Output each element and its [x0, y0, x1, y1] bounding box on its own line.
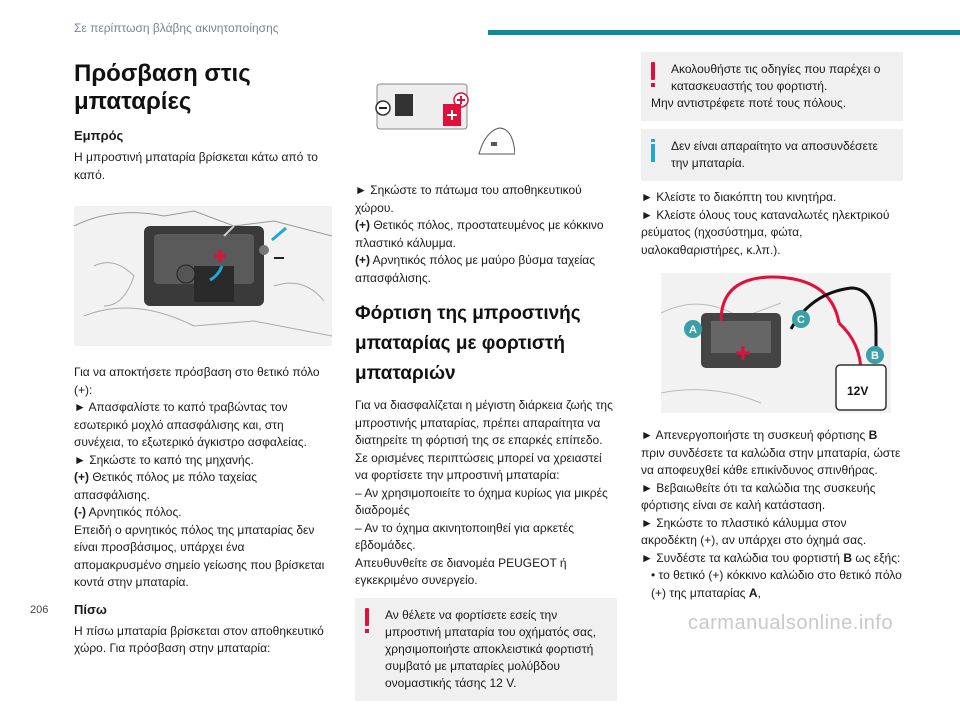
step: ► Κλείστε το διακόπτη του κινητήρα. — [641, 190, 837, 204]
terminal-positive — [355, 217, 617, 252]
warning-icon — [365, 608, 369, 626]
info-box — [641, 129, 903, 181]
step — [641, 427, 903, 480]
text: Θετικός πόλος με πόλο ταχείας απασφάλισης. — [74, 470, 258, 502]
paragraph: Σε ορισμένες περιπτώσεις μπορεί να χρειαστεί να φορτίσετε την μπροστινή μπαταρία: — [355, 450, 602, 482]
rear-text: Η πίσω μπαταρία βρίσκεται στον αποθηκευτικό χώρο. Για πρόσβαση στην μπαταρία: — [74, 623, 324, 655]
paragraph: Επειδή ο αρνητικός πόλος της μπαταρίας δεν είναι προσβάσιμος, υπάρχει ένα απομακρυσμένο σημείο γείωσης που βρίσκεται κοντά στην μπαταρία. — [74, 522, 325, 589]
warning-text: Μην αντιστρέφετε ποτέ τους πόλους. — [651, 96, 847, 110]
front-heading: Εμπρός — [74, 128, 124, 143]
warning-box — [355, 598, 617, 701]
list-item: – Αν το όχημα ακινητοποιηθεί για αρκετές εβδομάδες. — [355, 520, 574, 552]
warning-icon — [651, 62, 655, 80]
column-2 — [355, 52, 617, 709]
rear-heading: Πίσω — [74, 601, 107, 617]
charger-illustration — [661, 273, 891, 413]
section-title: Πρόσβαση στις μπαταρίες — [74, 60, 251, 115]
text: , — [757, 585, 761, 600]
rear-battery-illustration — [355, 74, 515, 164]
front-intro: Η μπροστινή μπαταρία βρίσκεται κάτω από το καπό. — [74, 150, 318, 182]
page-number: 206 — [30, 604, 49, 616]
paragraph: Απευθυνθείτε σε διανομέα PEUGEOT ή εγκεκριμένο συνεργείο. — [355, 555, 567, 587]
step: ► Απασφαλίστε το καπό τραβώντας τον εσωτερικό μοχλό απασφάλισης και, στη συνέχεια, το εξωτερικό άγκιστρο ασφαλείας. — [74, 400, 307, 449]
bold-symbol: (-) — [74, 505, 86, 519]
bold-label: B — [868, 428, 878, 442]
front-battery-illustration — [74, 206, 332, 346]
text: • το θετικό (+) κόκκινο καλώδιο στο θετικό πόλο (+) της μπαταρίας — [651, 568, 902, 600]
bold-symbol: (+) — [355, 253, 370, 267]
section-title: Φόρτιση της μπροστινής μπαταρίας με φορτιστή μπαταριών — [355, 303, 581, 384]
text: Αρνητικός πόλος με μαύρο βύσμα ταχείας απασφάλισης. — [355, 253, 596, 285]
column-3 — [641, 52, 903, 602]
charger-drawing — [661, 273, 891, 413]
list-item: – Αν χρησιμοποιείτε το όχημα κυρίως για μικρές διαδρομές — [355, 485, 608, 517]
watermark: carmanualsonline.info — [688, 612, 894, 634]
warning-text: Ακολουθήστε τις οδηγίες που παρέχει ο κατασκευαστής του φορτιστή. — [671, 62, 881, 93]
text: Αρνητικός πόλος. — [86, 505, 182, 519]
text: πριν συνδέσετε τα καλώδια στην μπαταρία, ώστε να αποφευχθεί κάθε επικίνδυνος σπινθήρας. — [641, 445, 901, 477]
text: ► Απενεργοποιήστε τη συσκευή φόρτισης — [641, 428, 869, 442]
engine-bay-drawing — [74, 206, 332, 346]
sub-step — [641, 567, 903, 602]
text: ως εξής: — [851, 550, 901, 565]
terminal-negative — [74, 504, 332, 522]
warning-text: Αν θέλετε να φορτίσετε εσείς την μπροστινή μπαταρία του οχήματός σας, χρησιμοποιήστε αποκλειστικά φορτιστή συμβατό με μπαταρίες μολύβδου ονομαστικής τάσης 12 V. — [385, 607, 597, 690]
step: ► Σηκώστε το πάτωμα του αποθηκευτικού χώρου. — [355, 183, 582, 215]
header-accent-bar — [488, 30, 960, 35]
paragraph: Για να αποκτήσετε πρόσβαση στο θετικό πόλο (+): — [74, 365, 320, 397]
step — [641, 550, 903, 568]
bold-symbol: (+) — [74, 470, 89, 484]
step: ► Σηκώστε το πλαστικό κάλυμμα στον ακροδέκτη (+), αν υπάρχει στο όχημά σας. — [641, 515, 867, 547]
step: ► Σηκώστε το καπό της μηχανής. — [74, 452, 254, 467]
bold-label: A — [748, 585, 758, 600]
callout-c: C — [797, 314, 805, 326]
callout-a: A — [689, 324, 697, 336]
running-header: Σε περίπτωση βλάβης ακινητοποίησης — [74, 21, 279, 35]
text: ► Συνδέστε τα καλώδια του φορτιστή — [641, 550, 844, 565]
terminal-negative — [355, 252, 617, 287]
bold-label: B — [843, 550, 852, 565]
step: ► Βεβαιωθείτε ότι τα καλώδια της συσκευής φόρτισης είναι σε καλή κατάσταση. — [641, 480, 876, 512]
info-text: Δεν είναι απαραίτητο να αποσυνδέσετε την μπαταρία. — [671, 139, 878, 170]
voltage-label: 12V — [847, 384, 869, 398]
terminal-positive — [74, 469, 332, 504]
text: Θετικός πόλος, προστατευμένος με κόκκινο πλαστικό κάλυμμα. — [355, 218, 604, 250]
bold-symbol: (+) — [355, 218, 370, 232]
warning-box — [641, 52, 903, 121]
step: ► Κλείστε όλους τους καταναλωτές ηλεκτρικού ρεύματος (ηχοσύστημα, φώτα, υαλοκαθαριστήρες, κ.λπ.). — [641, 207, 890, 257]
info-icon — [651, 144, 655, 162]
rear-battery-drawing — [355, 74, 515, 164]
paragraph: Για να διασφαλίζεται η μέγιστη διάρκεια ζωής της μπροστινής μπαταρίας, πρέπει απαραίτητα να διατηρείτε τη φόρτισή της σε επαρκές επίπεδο. — [355, 398, 613, 447]
callout-b: B — [871, 350, 879, 362]
column-1 — [74, 52, 332, 658]
